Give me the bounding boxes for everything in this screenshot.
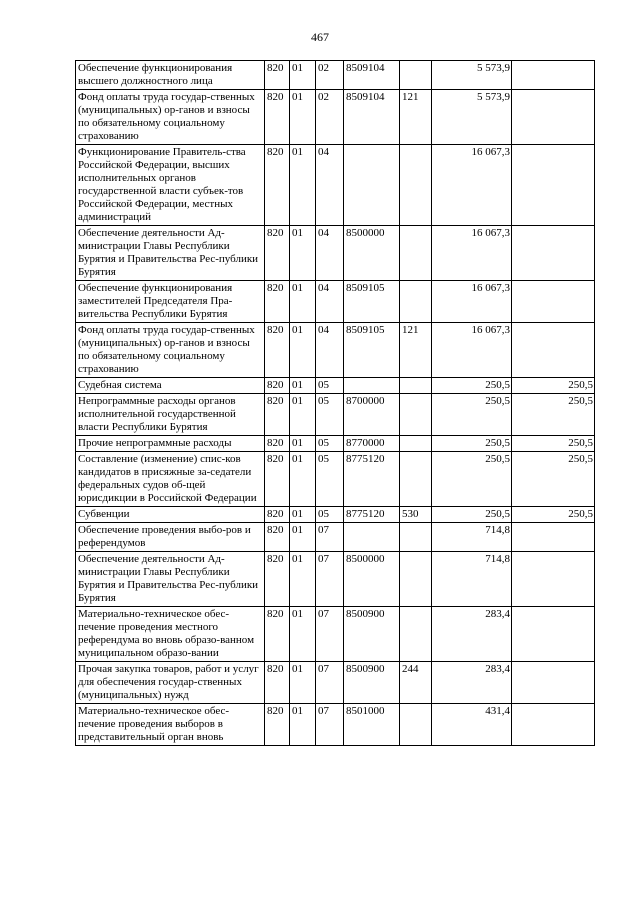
row-rz: 01 [290, 226, 316, 281]
row-name: Обеспечение деятельности Ад-министрации Главы Республики Бурятия и Правительства Рес-публики Бурятия [76, 226, 265, 281]
row-ved: 820 [265, 145, 290, 226]
row-sum-2 [512, 281, 595, 323]
table-row [76, 704, 595, 746]
page-number: 467 [311, 30, 329, 44]
row-vr [400, 61, 432, 90]
row-csr: 8500900 [344, 607, 400, 662]
row-name: Обеспечение проведения выбо-ров и референдумов [76, 523, 265, 552]
row-csr: 8500900 [344, 662, 400, 704]
row-ved: 820 [265, 436, 290, 452]
row-name: Обеспечение деятельности Ад-министрации Главы Республики Бурятия и Правительства Рес-публики Бурятия [76, 552, 265, 607]
row-sum-1: 250,5 [432, 394, 512, 436]
row-sum-1: 16 067,3 [432, 323, 512, 378]
row-sum-1: 16 067,3 [432, 226, 512, 281]
table-row [76, 226, 595, 281]
row-vr [400, 436, 432, 452]
row-ved: 820 [265, 281, 290, 323]
row-ved: 820 [265, 323, 290, 378]
row-sum-2 [512, 61, 595, 90]
row-name: Обеспечение функционирования высшего должностного лица [76, 61, 265, 90]
table-row [76, 90, 595, 145]
row-sum-2 [512, 662, 595, 704]
row-sum-2: 250,5 [512, 436, 595, 452]
row-vr [400, 607, 432, 662]
row-sum-1: 283,4 [432, 662, 512, 704]
row-name: Прочие непрограммные расходы [76, 436, 265, 452]
row-ved: 820 [265, 704, 290, 746]
row-ved: 820 [265, 507, 290, 523]
row-vr [400, 452, 432, 507]
row-sum-2 [512, 523, 595, 552]
row-csr: 8509105 [344, 281, 400, 323]
row-csr: 8501000 [344, 704, 400, 746]
row-ved: 820 [265, 61, 290, 90]
row-name: Функционирование Правитель-ства Российской Федерации, высших исполнительных органов государственной власти субъек-тов Российской Федерации, местных администраций [76, 145, 265, 226]
row-sum-1: 250,5 [432, 507, 512, 523]
row-vr: 530 [400, 507, 432, 523]
row-csr: 8500000 [344, 552, 400, 607]
row-rz: 01 [290, 552, 316, 607]
row-rz: 01 [290, 607, 316, 662]
row-rz: 01 [290, 436, 316, 452]
row-rz: 01 [290, 394, 316, 436]
row-sum-2 [512, 607, 595, 662]
row-pr: 02 [316, 61, 344, 90]
row-pr: 07 [316, 523, 344, 552]
row-pr: 04 [316, 226, 344, 281]
table-row [76, 323, 595, 378]
table-row [76, 507, 595, 523]
row-name: Составление (изменение) спис-ков кандидатов в присяжные за-седатели федеральных судов об-щей юрисдикции в Российской Федерации [76, 452, 265, 507]
budget-table-body [76, 61, 595, 746]
row-csr: 8770000 [344, 436, 400, 452]
table-row [76, 523, 595, 552]
table-row [76, 607, 595, 662]
row-csr: 8509104 [344, 61, 400, 90]
row-ved: 820 [265, 523, 290, 552]
table-row [76, 281, 595, 323]
row-csr [344, 523, 400, 552]
table-row [76, 145, 595, 226]
row-rz: 01 [290, 452, 316, 507]
row-vr [400, 704, 432, 746]
row-sum-2: 250,5 [512, 507, 595, 523]
row-sum-1: 250,5 [432, 452, 512, 507]
row-csr: 8500000 [344, 226, 400, 281]
row-csr: 8775120 [344, 507, 400, 523]
table-row [76, 436, 595, 452]
row-sum-1: 431,4 [432, 704, 512, 746]
row-pr: 04 [316, 281, 344, 323]
row-pr: 07 [316, 704, 344, 746]
row-csr: 8509104 [344, 90, 400, 145]
row-sum-1: 16 067,3 [432, 281, 512, 323]
row-name: Непрограммные расходы органов исполнительной государственной власти Республики Бурятия [76, 394, 265, 436]
row-name: Прочая закупка товаров, работ и услуг для обеспечения государ-ственных (муниципальных) нужд [76, 662, 265, 704]
row-sum-2: 250,5 [512, 394, 595, 436]
row-vr [400, 281, 432, 323]
row-sum-1: 250,5 [432, 378, 512, 394]
row-pr: 07 [316, 607, 344, 662]
table-row [76, 394, 595, 436]
row-rz: 01 [290, 281, 316, 323]
row-ved: 820 [265, 90, 290, 145]
table-row [76, 452, 595, 507]
row-rz: 01 [290, 378, 316, 394]
row-vr: 121 [400, 323, 432, 378]
row-ved: 820 [265, 394, 290, 436]
row-csr: 8700000 [344, 394, 400, 436]
row-ved: 820 [265, 607, 290, 662]
row-csr: 8509105 [344, 323, 400, 378]
row-pr: 07 [316, 552, 344, 607]
row-csr [344, 145, 400, 226]
row-ved: 820 [265, 662, 290, 704]
row-rz: 01 [290, 704, 316, 746]
row-pr: 05 [316, 436, 344, 452]
row-ved: 820 [265, 226, 290, 281]
row-sum-2 [512, 90, 595, 145]
row-sum-2: 250,5 [512, 378, 595, 394]
row-pr: 02 [316, 90, 344, 145]
row-vr [400, 523, 432, 552]
row-name: Материально-техническое обес-печение проведения местного референдума во вновь образо-ванном муниципальном образо-вании [76, 607, 265, 662]
row-sum-2: 250,5 [512, 452, 595, 507]
row-sum-1: 714,8 [432, 523, 512, 552]
row-pr: 05 [316, 452, 344, 507]
row-ved: 820 [265, 378, 290, 394]
row-name: Фонд оплаты труда государ-ственных (муниципальных) ор-ганов и взносы по обязательному социальному страхованию [76, 90, 265, 145]
row-sum-2 [512, 323, 595, 378]
row-rz: 01 [290, 61, 316, 90]
row-name: Материально-техническое обес-печение проведения выборов в представительный орган вновь [76, 704, 265, 746]
row-vr [400, 552, 432, 607]
row-pr: 04 [316, 323, 344, 378]
row-name: Судебная система [76, 378, 265, 394]
row-name: Фонд оплаты труда государ-ственных (муниципальных) ор-ганов и взносы по обязательному социальному страхованию [76, 323, 265, 378]
row-pr: 04 [316, 145, 344, 226]
budget-table [75, 60, 595, 746]
row-sum-1: 5 573,9 [432, 90, 512, 145]
table-row [76, 61, 595, 90]
row-vr [400, 394, 432, 436]
row-name: Обеспечение функционирования заместителей Председателя Пра-вительства Республики Бурятия [76, 281, 265, 323]
row-sum-2 [512, 704, 595, 746]
row-sum-2 [512, 226, 595, 281]
row-ved: 820 [265, 452, 290, 507]
row-rz: 01 [290, 323, 316, 378]
row-rz: 01 [290, 90, 316, 145]
row-name: Субвенции [76, 507, 265, 523]
row-vr [400, 145, 432, 226]
row-sum-1: 5 573,9 [432, 61, 512, 90]
table-row [76, 662, 595, 704]
row-ved: 820 [265, 552, 290, 607]
row-sum-1: 250,5 [432, 436, 512, 452]
row-csr [344, 378, 400, 394]
row-pr: 07 [316, 662, 344, 704]
row-sum-1: 714,8 [432, 552, 512, 607]
table-row [76, 378, 595, 394]
row-rz: 01 [290, 507, 316, 523]
row-pr: 05 [316, 507, 344, 523]
row-rz: 01 [290, 662, 316, 704]
row-vr [400, 226, 432, 281]
row-rz: 01 [290, 145, 316, 226]
row-sum-2 [512, 552, 595, 607]
row-sum-2 [512, 145, 595, 226]
table-row [76, 552, 595, 607]
row-vr: 121 [400, 90, 432, 145]
row-sum-1: 283,4 [432, 607, 512, 662]
row-sum-1: 16 067,3 [432, 145, 512, 226]
row-pr: 05 [316, 378, 344, 394]
row-csr: 8775120 [344, 452, 400, 507]
row-pr: 05 [316, 394, 344, 436]
row-rz: 01 [290, 523, 316, 552]
row-vr: 244 [400, 662, 432, 704]
row-vr [400, 378, 432, 394]
